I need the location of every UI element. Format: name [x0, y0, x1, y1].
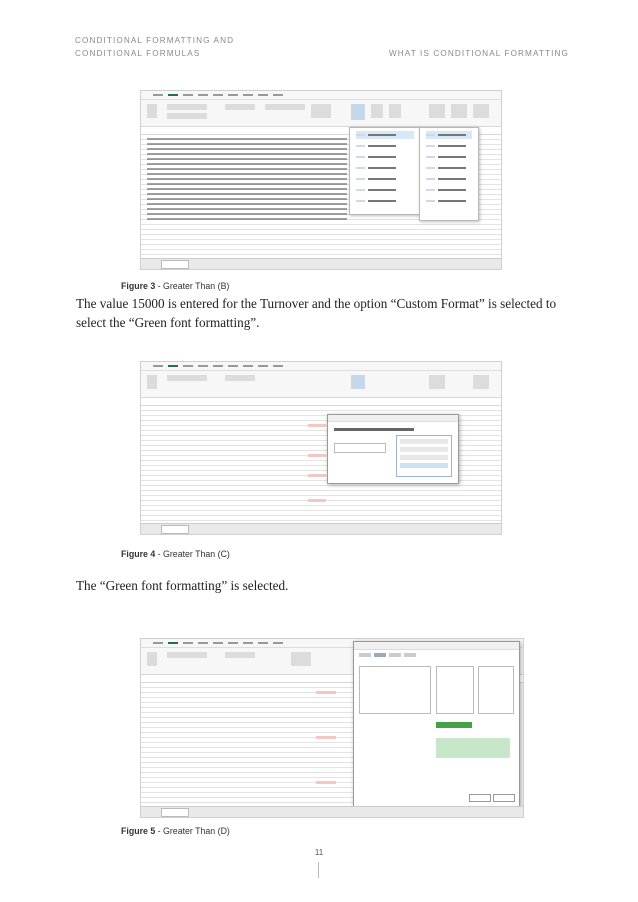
figure-5-label: Figure 5 — [121, 826, 156, 836]
figure-3-caption-text: - Greater Than (B) — [155, 281, 230, 291]
highlighted-cells-red — [308, 424, 326, 427]
cancel-button[interactable] — [493, 794, 515, 802]
figure-4-screenshot — [140, 361, 502, 535]
preview-green-font — [436, 738, 510, 758]
figure-3-screenshot — [140, 90, 502, 270]
ribbon-tabs — [141, 91, 501, 100]
worksheet-grid — [141, 683, 353, 807]
green-color-swatch[interactable] — [436, 722, 472, 728]
highlight-rules-submenu[interactable] — [419, 127, 479, 221]
paragraph-1: The value 15000 is entered for the Turnover and the option “Custom Format” is selected to select the “Green font formatting”. — [76, 296, 557, 330]
running-header-right: WHAT IS CONDITIONAL FORMATTING — [388, 49, 569, 58]
greater-than-dialog[interactable] — [327, 414, 459, 484]
figure-5-caption — [121, 826, 230, 836]
page-number: 11 — [314, 848, 324, 857]
ribbon — [141, 100, 501, 127]
sheet-tabs — [141, 258, 501, 269]
figure-4-label: Figure 4 — [121, 549, 156, 559]
figure-3-label: Figure 3 — [121, 281, 156, 291]
paragraph-2: The “Green font formatting” is selected. — [76, 578, 289, 593]
ok-button[interactable] — [469, 794, 491, 802]
figure-5-screenshot — [140, 638, 524, 818]
header-line-1: CONDITIONAL FORMATTING AND — [75, 36, 235, 45]
figure-5-caption-text: - Greater Than (D) — [155, 826, 230, 836]
figure-3-caption — [121, 281, 229, 291]
format-cells-dialog[interactable] — [353, 641, 520, 809]
figure-4-caption — [121, 549, 230, 559]
header-line-2: CONDITIONAL FORMULAS — [75, 49, 201, 58]
running-header-left — [75, 34, 234, 60]
conditional-formatting-menu[interactable] — [349, 127, 421, 215]
figure-4-caption-text: - Greater Than (C) — [155, 549, 230, 559]
page-number-rule — [318, 862, 319, 878]
